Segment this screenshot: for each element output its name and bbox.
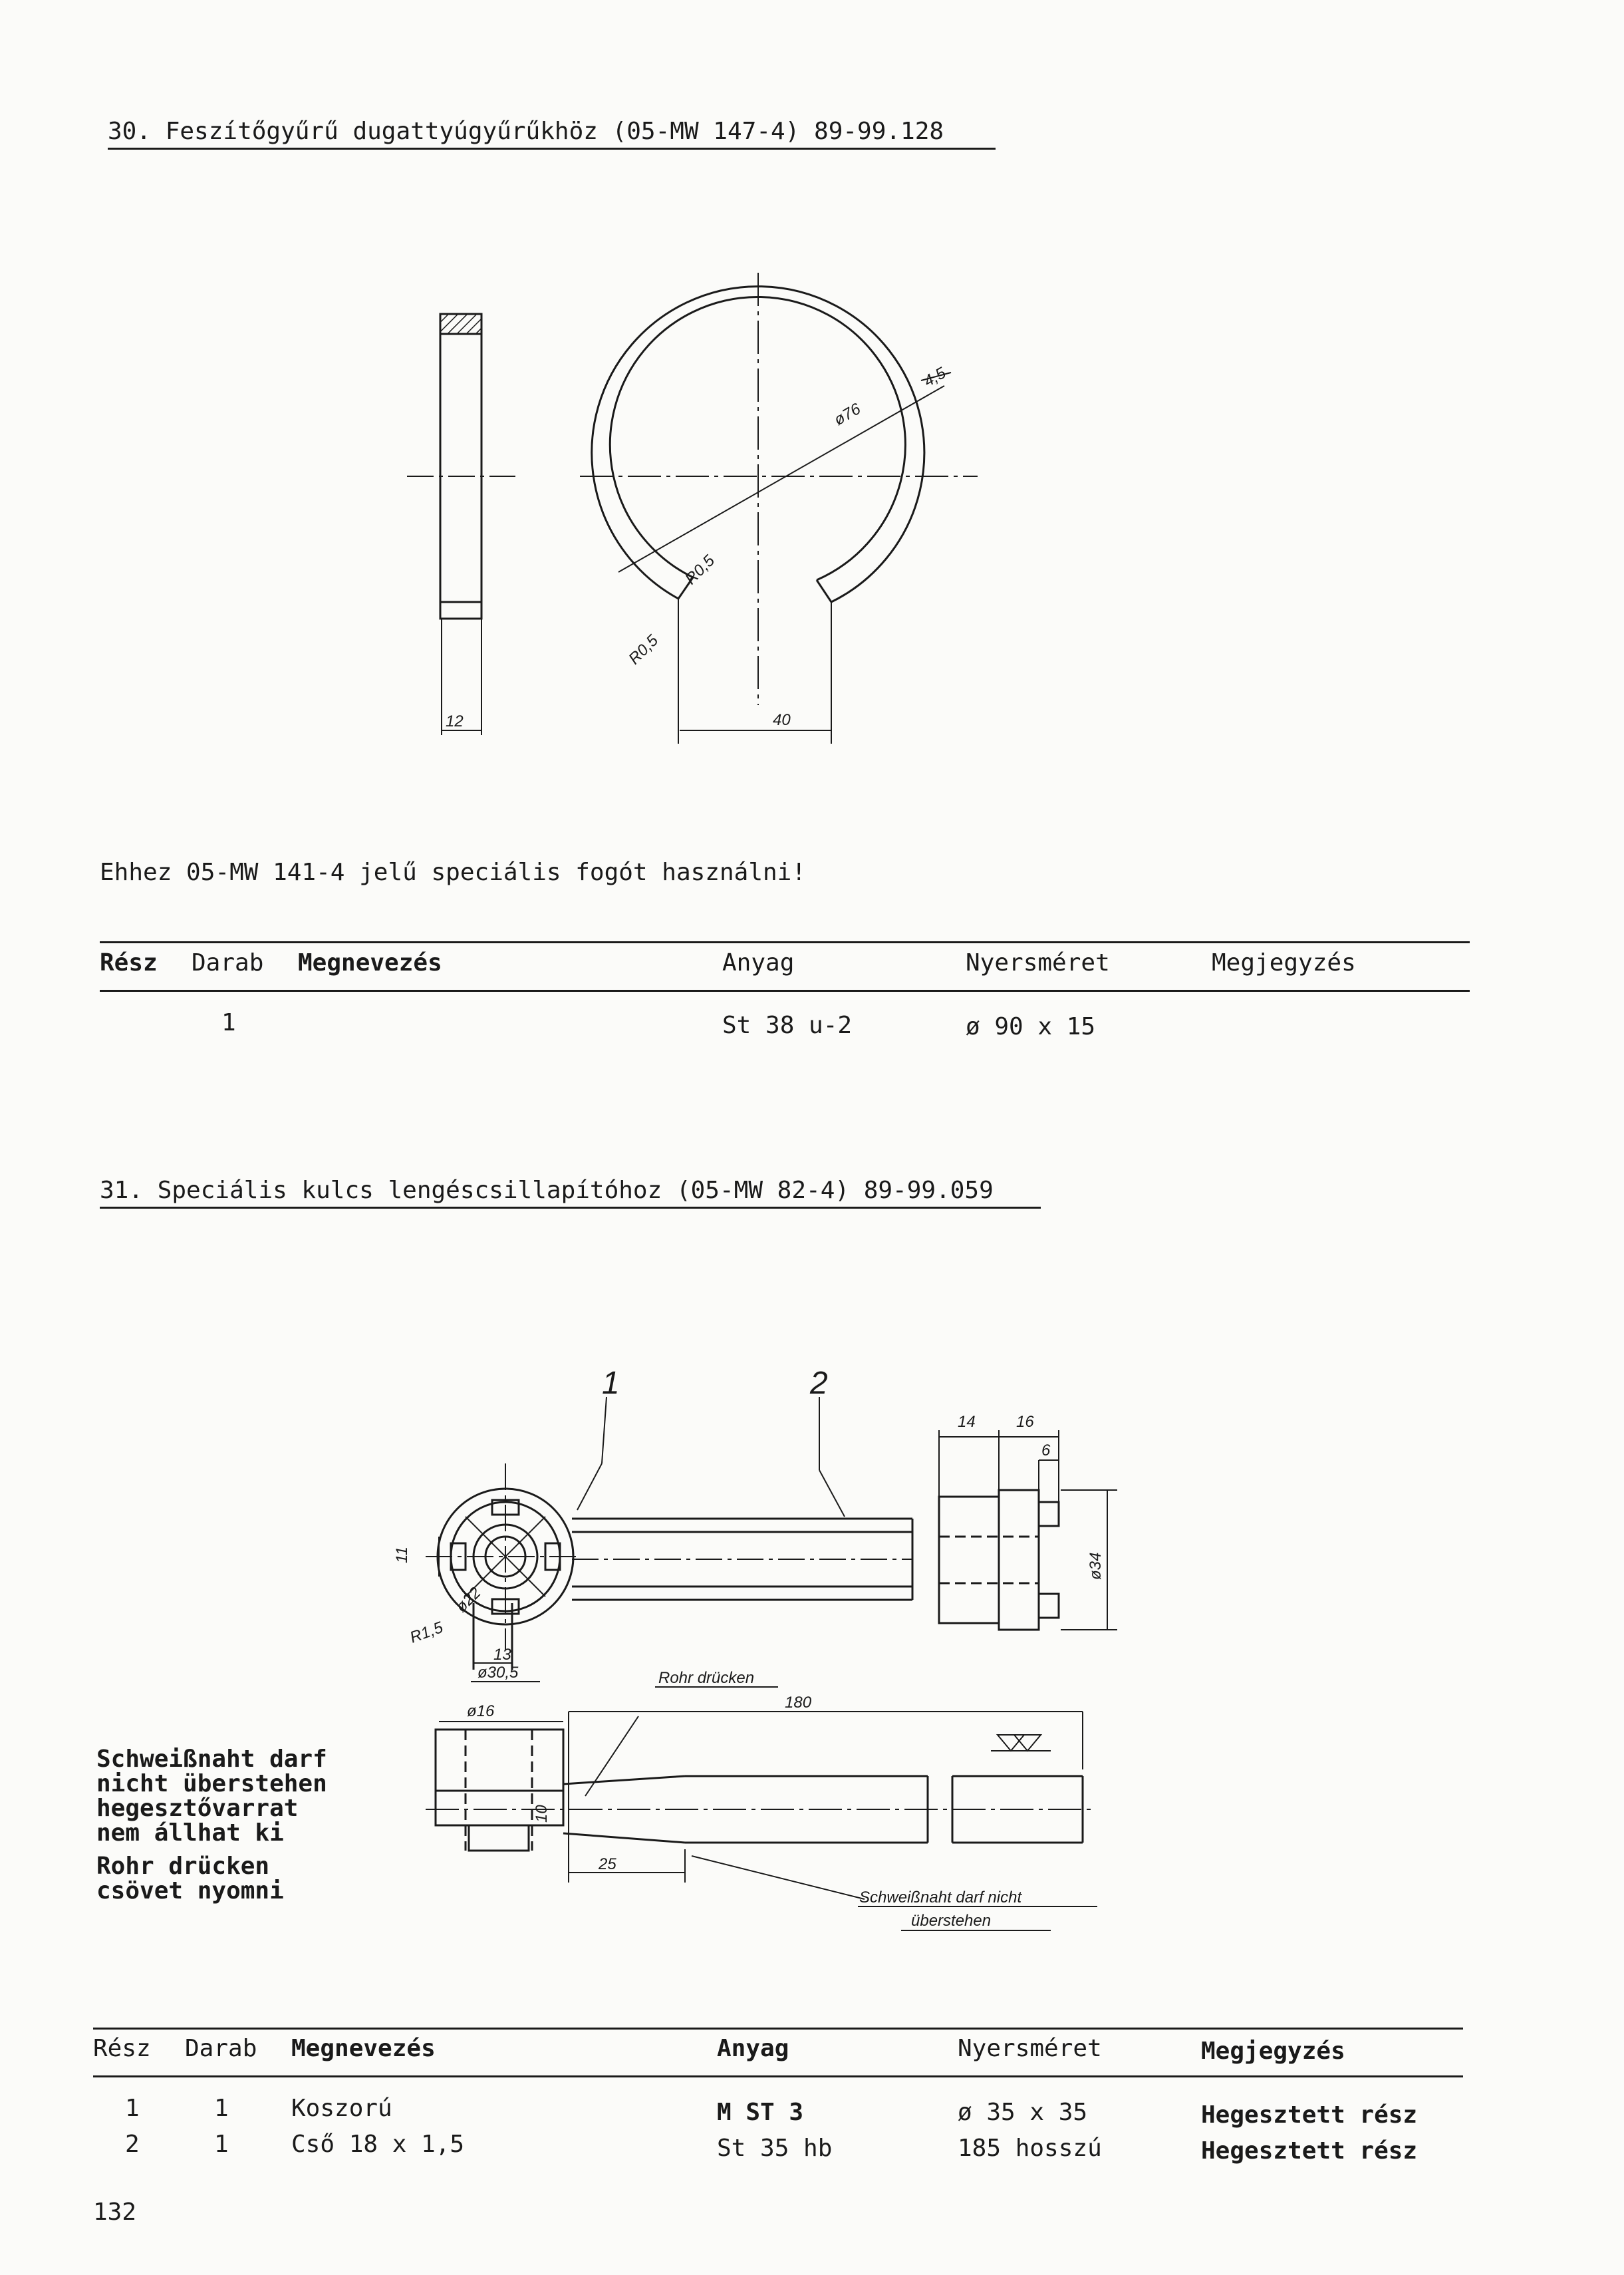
dim-thickness: 12: [446, 712, 464, 730]
dim-width: 4,5: [920, 364, 949, 391]
side-note-line-5: Rohr drücken: [96, 1853, 270, 1880]
caption-weld-2: überstehen: [911, 1912, 992, 1930]
table-30-header-resz: Rész: [100, 949, 158, 977]
table-31-row-2-megnevezes: Cső 18 x 1,5: [291, 2131, 465, 2158]
tube-top-view: [572, 1519, 912, 1600]
dim-305: ø30,5: [477, 1664, 519, 1682]
caption-rohr-drucken: Rohr drücken: [658, 1669, 755, 1687]
table-30-header-anyag: Anyag: [722, 949, 795, 977]
dim-radius-1: R0,5: [682, 551, 719, 589]
dim-r15: R1,5: [407, 1618, 446, 1647]
table-31-header-resz: Rész: [93, 2035, 151, 2062]
table-31-header-darab: Darab: [185, 2035, 257, 2062]
dim-10: 10: [533, 1805, 551, 1823]
dim-diameter: ø76: [831, 400, 864, 430]
table-31-row-1-megjegyzes: Hegesztett rész: [1201, 2101, 1418, 2129]
wrench-side-view: [426, 1712, 1091, 1899]
ring-front-view: [580, 273, 978, 744]
table-31-row-1-megnevezes: Koszorú: [291, 2095, 392, 2122]
table-30-header-rule: [100, 990, 1470, 992]
table-31-header-nyersmeret: Nyersméret: [958, 2035, 1102, 2062]
table-31-row-1-resz: 1: [125, 2095, 140, 2122]
table-31-header-anyag: Anyag: [717, 2035, 789, 2062]
dim-180: 180: [785, 1694, 812, 1712]
section-31-title: 31. Speciális kulcs lengéscsillapítóhoz (05-MW 82-4) 89-99.059: [100, 1177, 994, 1204]
table-31-header-megnevezes: Megnevezés: [291, 2035, 436, 2062]
dim-22: ø22: [452, 1583, 485, 1616]
dim-6: 6: [1041, 1441, 1051, 1459]
label-part-1: 1: [602, 1366, 620, 1401]
table-31-row-2-megjegyzes: Hegesztett rész: [1201, 2137, 1418, 2165]
dim-16: 16: [1016, 1413, 1034, 1431]
table-31-header-rule: [93, 2075, 1463, 2077]
dim-f16: ø16: [467, 1702, 495, 1720]
dim-34: ø34: [1087, 1552, 1105, 1580]
side-note-line-3: hegesztővarrat: [96, 1795, 299, 1822]
side-note-line-4: nem állhat ki: [96, 1819, 284, 1847]
dim-11: 11: [393, 1547, 411, 1563]
dim-25: 25: [599, 1855, 616, 1873]
table-30-header-megnevezes: Megnevezés: [298, 949, 442, 977]
table-30-header-megjegyzes: Megjegyzés: [1212, 949, 1356, 977]
table-30-row-1-darab: 1: [221, 1009, 236, 1036]
label-part-2: 2: [810, 1366, 828, 1401]
side-note-line-1: Schweißnaht darf: [96, 1745, 327, 1773]
section-30-title: 30. Feszítőgyűrű dugattyúgyűrűkhöz (05-MW 147-4) 89-99.128: [108, 118, 944, 145]
table-30-row-1-anyag: St 38 u-2: [722, 1012, 853, 1039]
table-30-row-1-nyersmeret: ø 90 x 15: [966, 1013, 1096, 1040]
caption-weld-1: Schweißnaht darf nicht: [859, 1889, 1022, 1906]
dim-radius-2: R0,5: [625, 631, 662, 669]
table-31-row-1-anyag: M ST 3: [717, 2099, 804, 2126]
ring-side-view: [407, 314, 515, 735]
table-31-header-megjegyzes: Megjegyzés: [1201, 2038, 1345, 2065]
table-30-top-rule: [100, 941, 1470, 943]
table-31-row-2-nyersmeret: 185 hosszú: [958, 2135, 1102, 2162]
wrench-end-view: [939, 1430, 1117, 1630]
table-31-row-2-anyag: St 35 hb: [717, 2135, 833, 2162]
dim-gap: 40: [773, 711, 791, 729]
title-underline-31: [100, 1207, 1041, 1209]
side-note-line-6: csövet nyomni: [96, 1877, 284, 1904]
table-31-row-2-resz: 2: [125, 2131, 140, 2158]
section-30-note: Ehhez 05-MW 141-4 jelű speciális fogót használni!: [100, 859, 807, 886]
table-30-header-nyersmeret: Nyersméret: [966, 949, 1110, 977]
table-31-row-2-darab: 1: [214, 2131, 229, 2158]
table-31-row-1-nyersmeret: ø 35 x 35: [958, 2099, 1088, 2126]
dim-13: 13: [493, 1646, 511, 1664]
table-31-top-rule: [93, 2028, 1463, 2030]
table-30-header-darab: Darab: [192, 949, 264, 977]
table-31-row-1-darab: 1: [214, 2095, 229, 2122]
page-number: 132: [93, 2199, 137, 2226]
side-note-line-2: nicht überstehen: [96, 1770, 327, 1797]
dim-14: 14: [958, 1413, 976, 1431]
